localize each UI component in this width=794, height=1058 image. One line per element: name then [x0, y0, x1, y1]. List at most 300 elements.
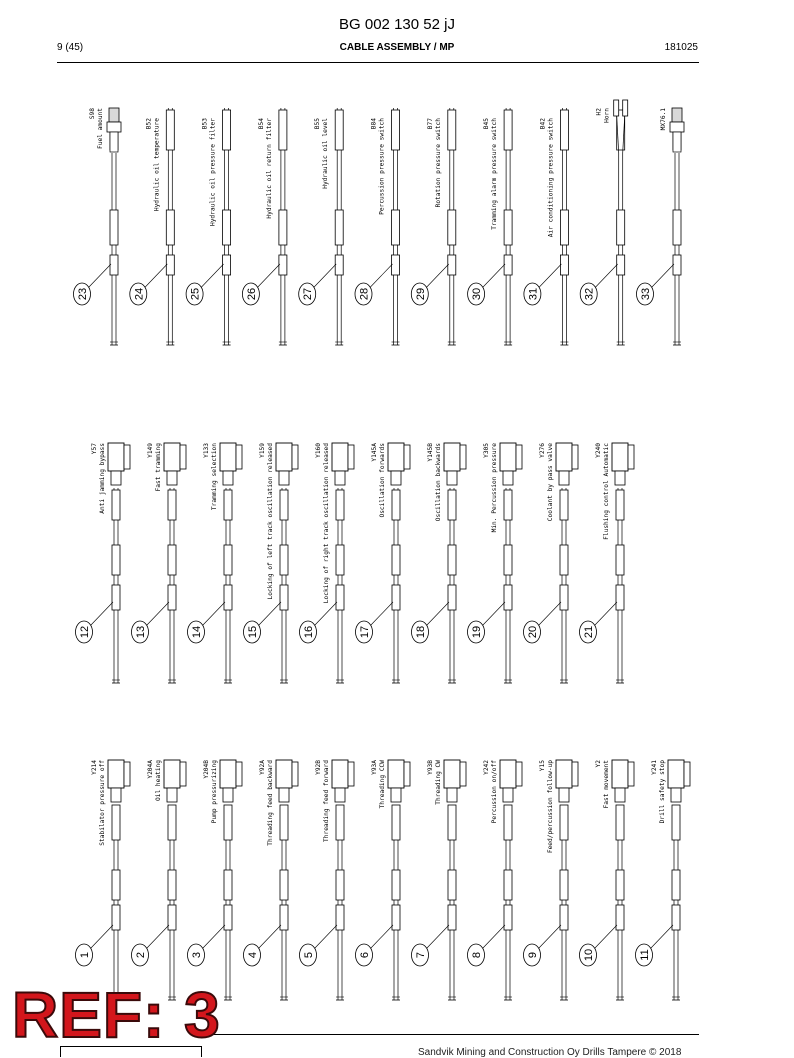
valve-connector-icon	[276, 760, 292, 788]
cable-label: Hydraulic oil temperature	[153, 118, 161, 212]
valve-connector-icon	[276, 443, 292, 471]
cable-label: Locking of right track oscillation released	[323, 443, 330, 604]
leader-line	[370, 602, 393, 626]
cable-code: Y92B	[315, 760, 322, 775]
item-number: 8	[471, 951, 483, 959]
leader-line	[426, 925, 449, 949]
cable-sleeve	[112, 905, 120, 930]
item-number: 1	[79, 951, 91, 959]
connector-neck	[223, 788, 233, 802]
cable-sleeve	[504, 255, 512, 275]
cable-sleeve	[280, 870, 288, 900]
cable-label: Hydraulic oil level	[322, 118, 330, 189]
cable-code: Y160	[315, 443, 322, 458]
ref-stamp: REF: 3	[12, 979, 221, 1051]
cable-sleeve	[392, 585, 400, 610]
cable-label: Tramming alarm pressure switch	[491, 118, 499, 230]
valve-connector-icon	[628, 445, 634, 469]
leader-line	[370, 925, 393, 949]
cable-label: Oscillation backwards	[435, 443, 442, 522]
cable-sleeve	[392, 110, 400, 150]
item-number: 27	[302, 287, 315, 301]
item-number: 7	[415, 951, 427, 959]
horn-terminal-icon	[623, 100, 628, 116]
cable-sleeve	[112, 805, 120, 840]
cable-sleeve	[392, 805, 400, 840]
cable-sleeve	[223, 255, 231, 275]
leader-line	[313, 264, 336, 288]
cable-sleeve	[448, 545, 456, 575]
valve-connector-icon	[236, 445, 242, 469]
cable-code: Y305	[483, 443, 490, 458]
cable-label: Fast movement	[603, 760, 610, 809]
cable-label: Threading feed forward	[323, 760, 330, 842]
cable-20	[524, 443, 579, 683]
cable-label: Air conditioning pressure switch	[547, 118, 555, 238]
cable-sleeve	[112, 545, 120, 575]
cable-sleeve	[280, 490, 288, 520]
cable-2	[132, 760, 187, 1000]
valve-connector-icon	[164, 443, 180, 471]
cable-label: Horn	[603, 108, 611, 123]
sensor-connector-icon	[670, 122, 684, 132]
cable-1	[76, 760, 131, 1000]
cable-code: Y276	[539, 443, 546, 458]
cable-sleeve	[224, 905, 232, 930]
cable-code: B52	[145, 118, 153, 130]
cable-18	[412, 443, 467, 683]
cable-32	[580, 100, 628, 345]
valve-connector-icon	[292, 445, 298, 469]
cable-sleeve	[224, 545, 232, 575]
cable-sleeve	[448, 255, 456, 275]
cable-15	[244, 443, 299, 683]
cable-code: Y2	[595, 760, 602, 768]
connector-neck	[615, 471, 625, 485]
valve-connector-icon	[388, 443, 404, 471]
item-number: 30	[471, 287, 484, 301]
item-number: 17	[359, 625, 371, 639]
item-number: 18	[415, 625, 427, 639]
cable-sleeve	[672, 905, 680, 930]
cable-sleeve	[560, 805, 568, 840]
leader-line	[90, 602, 113, 626]
cable-sleeve	[672, 805, 680, 840]
cable-sleeve	[168, 870, 176, 900]
leader-line	[482, 264, 505, 288]
cable-sleeve	[223, 210, 231, 245]
cable-sleeve	[616, 545, 624, 575]
cable-sleeve	[336, 905, 344, 930]
cable-sleeve	[335, 110, 343, 150]
cable-code: S98	[89, 108, 96, 120]
cable-label: Percussion on/off	[491, 760, 498, 824]
valve-connector-icon	[124, 762, 130, 786]
cable-sleeve	[280, 805, 288, 840]
document-subtitle: CABLE ASSEMBLY / MP	[339, 42, 455, 53]
cable-24	[130, 108, 175, 345]
cable-sleeve	[560, 490, 568, 520]
cable-21	[580, 443, 635, 683]
leader-line	[595, 264, 618, 288]
cable-label: Min. Percussion pressure	[491, 443, 498, 533]
cable-sleeve	[616, 805, 624, 840]
valve-connector-icon	[444, 760, 460, 788]
document-date: 181025	[664, 42, 698, 53]
cable-label: Oil heating	[155, 760, 162, 801]
cable-27	[299, 108, 344, 345]
cable-code: Y241	[651, 760, 658, 775]
item-number: 4	[247, 951, 259, 959]
cable-sleeve	[392, 490, 400, 520]
cable-12	[76, 443, 131, 683]
cable-sleeve	[560, 870, 568, 900]
cable-label: Threading feed backward	[267, 760, 274, 846]
cable-sleeve	[448, 110, 456, 150]
cable-sleeve	[504, 490, 512, 520]
cable-code: B53	[201, 118, 209, 130]
leader-line	[482, 925, 505, 949]
cable-label: Fuel amount	[97, 108, 104, 149]
page-number: 9 (45)	[57, 42, 84, 53]
cable-sleeve	[336, 870, 344, 900]
leader-line	[88, 264, 111, 288]
leader-line	[594, 925, 617, 949]
leader-line	[482, 602, 505, 626]
valve-connector-icon	[444, 443, 460, 471]
cable-sleeve	[168, 805, 176, 840]
cable-sleeve	[336, 805, 344, 840]
valve-connector-icon	[556, 443, 572, 471]
cable-sleeve	[280, 905, 288, 930]
cable-code: H2	[595, 108, 603, 116]
cable-sleeve	[504, 585, 512, 610]
valve-connector-icon	[108, 443, 124, 471]
cable-3	[188, 760, 243, 1000]
cable-sleeve	[560, 545, 568, 575]
leader-line	[426, 264, 449, 288]
cable-code: Y204A	[147, 760, 154, 779]
item-number: 13	[135, 625, 147, 639]
footer-rule	[200, 1034, 699, 1035]
cable-26	[242, 108, 287, 345]
cable-code: B45	[483, 118, 491, 130]
cable-sleeve	[672, 870, 680, 900]
item-number: 12	[79, 625, 91, 639]
cable-sleeve	[448, 210, 456, 245]
cable-label: Pump pressurizing	[211, 760, 218, 824]
valve-connector-icon	[572, 762, 578, 786]
valve-connector-icon	[516, 445, 522, 469]
connector-neck	[167, 471, 177, 485]
cable-label: Feed/percussion follow-up	[547, 760, 554, 854]
cable-30	[468, 108, 512, 345]
valve-connector-icon	[164, 760, 180, 788]
cable-19	[468, 443, 523, 683]
cable-sleeve	[504, 905, 512, 930]
valve-connector-icon	[404, 762, 410, 786]
cable-label: Stabilator pressure off	[99, 760, 106, 846]
cable-sleeve	[279, 255, 287, 275]
cable-label: Flushing control Automatic	[603, 443, 610, 540]
leader-line	[258, 925, 281, 949]
item-number: 5	[303, 951, 315, 959]
cable-code: B55	[314, 118, 322, 130]
cable-sleeve	[110, 255, 118, 275]
leader-line	[314, 602, 337, 626]
cable-sleeve	[560, 110, 568, 150]
cable-sleeve	[616, 905, 624, 930]
leader-line	[594, 602, 617, 626]
item-number: 16	[303, 625, 315, 639]
cable-sleeve	[168, 585, 176, 610]
cable-7	[412, 760, 467, 1000]
leader-line	[201, 264, 224, 288]
cable-sleeve	[560, 210, 568, 245]
item-number: 29	[414, 287, 427, 301]
cable-sleeve	[224, 870, 232, 900]
cable-sleeve	[392, 905, 400, 930]
cable-code: B42	[539, 118, 547, 130]
cable-label: Anti jamming bypass	[99, 443, 106, 514]
cable-sleeve	[504, 210, 512, 245]
connector-neck	[279, 788, 289, 802]
sensor-connector-icon	[109, 108, 119, 122]
connector-neck	[503, 788, 513, 802]
cable-label: Threading CCW	[379, 760, 386, 809]
cable-code: Y93A	[371, 760, 378, 775]
horn-terminal-icon	[614, 100, 619, 116]
valve-connector-icon	[516, 762, 522, 786]
cable-10	[580, 760, 635, 1000]
cable-sleeve	[392, 255, 400, 275]
cable-sleeve	[335, 210, 343, 245]
item-number: 3	[191, 951, 203, 959]
cable-code: Y240	[595, 443, 602, 458]
cable-label: MX76.1	[660, 108, 667, 131]
cable-sleeve	[504, 545, 512, 575]
valve-connector-icon	[180, 762, 186, 786]
valve-connector-icon	[348, 445, 354, 469]
document-number: BG 002 130 52 jJ	[339, 16, 455, 33]
cable-sleeve	[448, 905, 456, 930]
valve-connector-icon	[292, 762, 298, 786]
cable-sleeve	[673, 255, 681, 275]
item-number: 15	[247, 625, 259, 639]
cable-sleeve	[673, 210, 681, 245]
connector-neck	[391, 788, 401, 802]
connector-neck	[111, 471, 121, 485]
cable-sleeve	[166, 255, 174, 275]
cable-sleeve	[166, 110, 174, 150]
cable-code: Y214	[91, 760, 98, 775]
leader-line	[257, 264, 280, 288]
valve-connector-icon	[572, 445, 578, 469]
connector-neck	[335, 471, 345, 485]
cable-28	[355, 108, 400, 345]
cable-sleeve	[617, 255, 625, 275]
connector-neck	[447, 471, 457, 485]
cable-sleeve	[560, 585, 568, 610]
valve-connector-icon	[180, 445, 186, 469]
leader-line	[146, 925, 169, 949]
leader-line	[538, 264, 561, 288]
cable-code: Y145B	[427, 443, 434, 462]
connector-neck	[111, 788, 121, 802]
item-number: 6	[359, 951, 371, 959]
cable-label: Threading CW	[435, 760, 442, 805]
cable-16	[300, 443, 355, 683]
item-number: 20	[527, 625, 539, 639]
cable-11	[636, 760, 691, 1000]
cable-sleeve	[504, 870, 512, 900]
sensor-connector-icon	[672, 108, 682, 122]
cable-sleeve	[279, 210, 287, 245]
leader-line	[426, 602, 449, 626]
leader-line	[202, 925, 225, 949]
connector-neck	[335, 788, 345, 802]
cable-8	[468, 760, 523, 1000]
cable-sleeve	[336, 585, 344, 610]
valve-connector-icon	[388, 760, 404, 788]
cable-sleeve	[279, 110, 287, 150]
cable-sleeve	[224, 490, 232, 520]
valve-connector-icon	[556, 760, 572, 788]
cable-code: B77	[426, 118, 434, 130]
cable-code: Y93B	[427, 760, 434, 775]
leader-line	[144, 264, 167, 288]
cable-sleeve	[448, 585, 456, 610]
item-number: 23	[77, 287, 89, 301]
valve-connector-icon	[220, 760, 236, 788]
cable-label: Hydraulic oil return filter	[265, 118, 273, 219]
valve-connector-icon	[236, 762, 242, 786]
cable-13	[132, 443, 187, 683]
leader-line	[650, 925, 673, 949]
cable-14	[188, 443, 243, 683]
cable-code: Y149	[147, 443, 154, 458]
connector-neck	[673, 132, 681, 152]
valve-connector-icon	[668, 760, 684, 788]
cable-sleeve	[336, 545, 344, 575]
cable-sleeve	[448, 805, 456, 840]
cable-sleeve	[112, 870, 120, 900]
cable-code: Y242	[483, 760, 490, 775]
valve-connector-icon	[348, 762, 354, 786]
cable-sleeve	[336, 490, 344, 520]
leader-line	[370, 264, 393, 288]
cable-sleeve	[280, 545, 288, 575]
valve-connector-icon	[684, 762, 690, 786]
leader-line	[314, 925, 337, 949]
connector-neck	[110, 132, 118, 152]
item-number: 26	[245, 287, 258, 301]
leader-line	[90, 925, 113, 949]
item-number: 25	[189, 287, 202, 301]
connector-neck	[503, 471, 513, 485]
valve-connector-icon	[404, 445, 410, 469]
valve-connector-icon	[108, 760, 124, 788]
cable-sleeve	[166, 210, 174, 245]
connector-neck	[559, 788, 569, 802]
cable-25	[186, 108, 231, 345]
cable-33	[637, 108, 685, 345]
valve-connector-icon	[332, 760, 348, 788]
cable-sleeve	[112, 585, 120, 610]
connector-neck	[447, 788, 457, 802]
valve-connector-icon	[220, 443, 236, 471]
valve-connector-icon	[612, 760, 628, 788]
cable-sleeve	[335, 255, 343, 275]
cable-code: Y204B	[203, 760, 210, 779]
item-number: 21	[583, 625, 595, 639]
cable-sleeve	[110, 210, 118, 245]
cable-code: Y57	[91, 443, 98, 455]
cable-4	[244, 760, 299, 1000]
cable-code: B54	[257, 118, 265, 130]
item-number: 33	[640, 287, 652, 301]
cable-sleeve	[560, 905, 568, 930]
valve-connector-icon	[500, 760, 516, 788]
leader-line	[202, 602, 225, 626]
connector-neck	[671, 788, 681, 802]
connector-neck	[279, 471, 289, 485]
cable-code: B84	[370, 118, 378, 130]
cable-sleeve	[223, 110, 231, 150]
sensor-connector-icon	[107, 122, 121, 132]
cable-code: Y145A	[371, 443, 378, 462]
leader-line	[538, 602, 561, 626]
cable-31	[524, 108, 569, 345]
leader-line	[258, 602, 281, 626]
item-number: 14	[191, 625, 203, 639]
leader-line	[146, 602, 169, 626]
cable-label: Locking of left track oscillation released	[267, 443, 274, 600]
item-number: 31	[527, 287, 540, 301]
cable-code: Y159	[259, 443, 266, 458]
cable-label: Rotation pressure switch	[434, 118, 442, 208]
leader-line	[651, 264, 674, 288]
cable-label: Drill safety stop	[659, 760, 666, 824]
cable-6	[356, 760, 411, 1000]
valve-connector-icon	[500, 443, 516, 471]
connector-neck	[559, 471, 569, 485]
item-number: 19	[471, 625, 483, 639]
cable-label: Fast tramming	[155, 443, 162, 492]
item-number: 2	[135, 951, 147, 959]
connector-neck	[391, 471, 401, 485]
cable-sleeve	[560, 255, 568, 275]
cable-sleeve	[448, 870, 456, 900]
cable-sleeve	[280, 585, 288, 610]
cable-code: Y15	[539, 760, 546, 772]
cable-sleeve	[616, 585, 624, 610]
cable-sleeve	[617, 210, 625, 245]
cable-label: Hydraulic oil pressure filter	[209, 118, 217, 227]
item-number: 28	[358, 287, 371, 301]
cable-sleeve	[504, 110, 512, 150]
cable-29	[411, 108, 456, 345]
cable-sleeve	[224, 585, 232, 610]
valve-connector-icon	[460, 445, 466, 469]
cable-sleeve	[504, 805, 512, 840]
item-number: 10	[583, 948, 595, 962]
item-number: 11	[639, 949, 651, 961]
valve-connector-icon	[124, 445, 130, 469]
cable-sleeve	[224, 805, 232, 840]
footer-copyright: Sandvik Mining and Construction Oy Drills Tampere © 2018	[418, 1047, 682, 1058]
cable-17	[356, 443, 411, 683]
